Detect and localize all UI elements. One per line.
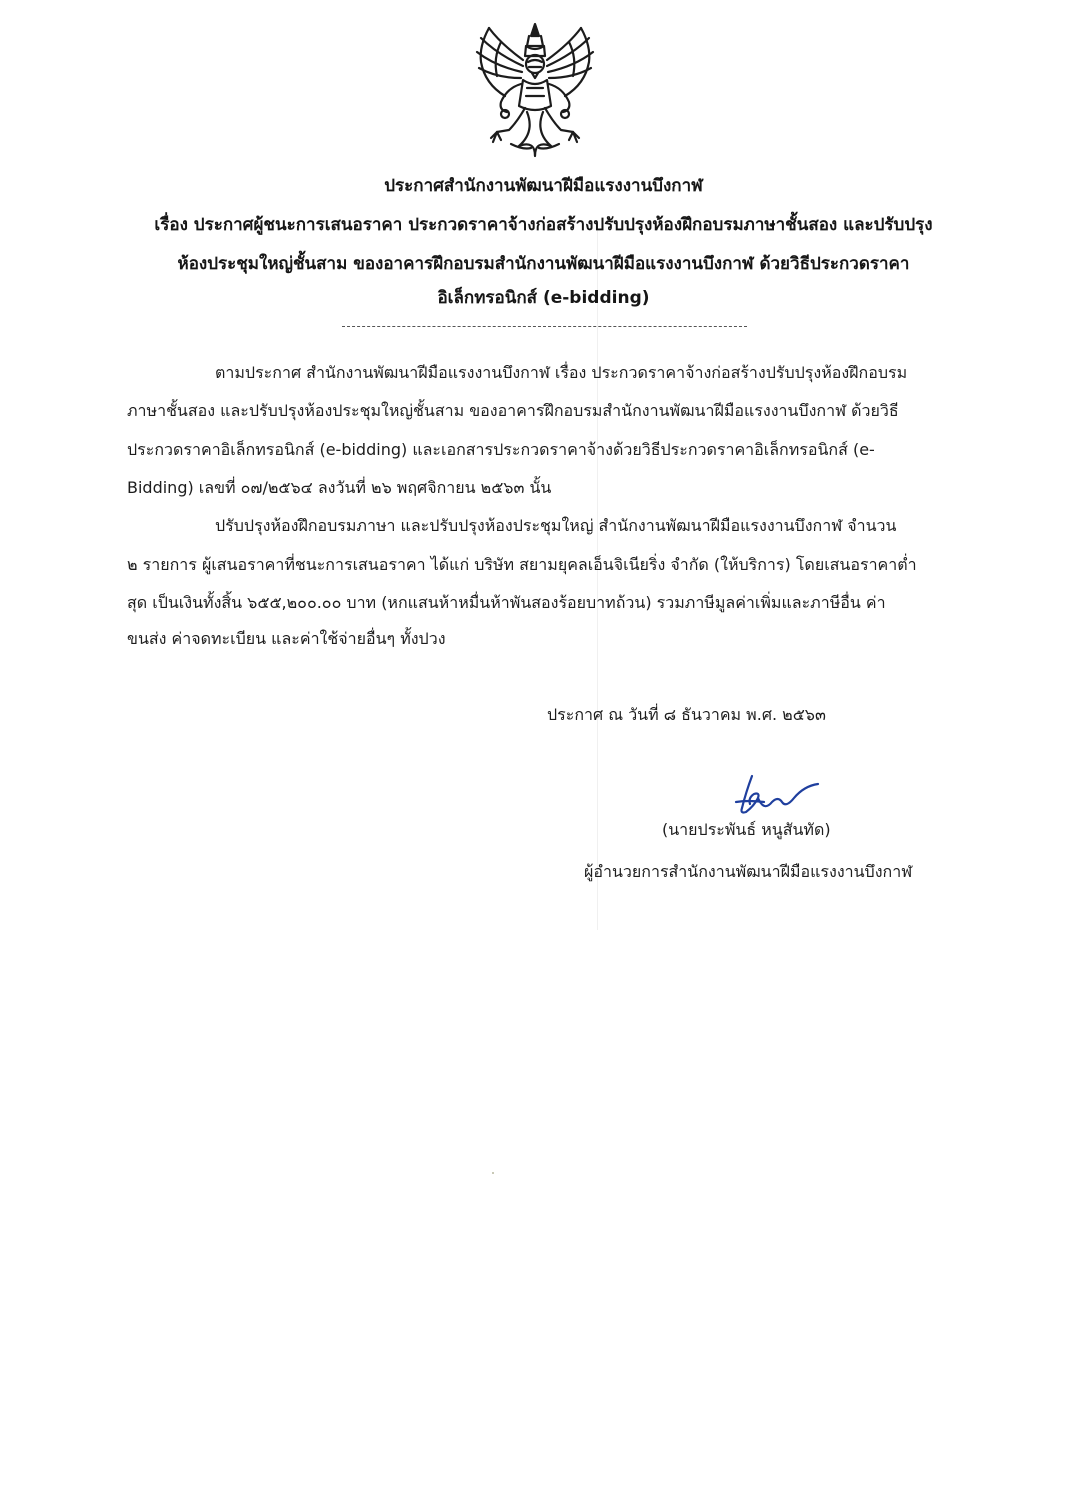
signer-name: (นายประพันธ์ หนูสันทัด) — [662, 820, 831, 839]
paragraph-2-line-1: ปรับปรุงห้องฝึกอบรมภาษา และปรับปรุงห้องประชุมใหญ่ สำนักงานพัฒนาฝีมือแรงงานบึงกาฬ จำนวน — [215, 516, 897, 535]
paragraph-1-line-4: Bidding) เลขที่ ๐๗/๒๕๖๔ ลงวันที่ ๒๖ พฤศจิกายน ๒๕๖๓ นั้น — [127, 478, 552, 497]
document-title: ประกาศสำนักงานพัฒนาฝีมือแรงงานบึงกาฬ — [384, 176, 703, 196]
subject-line-1: เรื่อง ประกาศผู้ชนะการเสนอราคา ประกวดราคาจ้างก่อสร้างปรับปรุงห้องฝึกอบรมภาษาชั้นสอง และปรับปรุง — [154, 215, 933, 235]
announcement-date: ประกาศ ณ วันที่ ๘ ธันวาคม พ.ศ. ๒๕๖๓ — [547, 705, 826, 724]
handwritten-signature — [728, 772, 820, 818]
subject-line-3: อิเล็กทรอนิกส์ (e-bidding) — [437, 288, 650, 308]
scan-speck — [492, 1172, 494, 1174]
paragraph-2-line-4: ขนส่ง ค่าจดทะเบียน และค่าใช้จ่ายอื่นๆ ทั้งปวง — [127, 629, 446, 648]
subject-line-2: ห้องประชุมใหญ่ชั้นสาม ของอาคารฝึกอบรมสำนักงานพัฒนาฝีมือแรงงานบึงกาฬ ด้วยวิธีประกวดราคา — [177, 254, 910, 274]
scan-fold-line — [597, 230, 598, 930]
garuda-emblem-icon — [471, 22, 599, 158]
paragraph-2-line-3: สุด เป็นเงินทั้งสิ้น ๖๕๕,๒๐๐.๐๐ บาท (หกแสนห้าหมื่นห้าพันสองร้อยบาทถ้วน) รวมภาษีมูลค่าเพิ่มและภาษีอื่น ค่า — [127, 593, 886, 612]
signer-title: ผู้อำนวยการสำนักงานพัฒนาฝีมือแรงงานบึงกาฬ — [584, 862, 913, 881]
section-divider — [342, 326, 747, 327]
paragraph-2-line-2: ๒ รายการ ผู้เสนอราคาที่ชนะการเสนอราคา ได้แก่ บริษัท สยามยุคลเอ็นจิเนียริ่ง จำกัด (ให้บริการ) โดยเสนอราคาต่ำ — [127, 555, 917, 574]
paragraph-1-line-2: ภาษาชั้นสอง และปรับปรุงห้องประชุมใหญ่ชั้นสาม ของอาคารฝึกอบรมสำนักงานพัฒนาฝีมือแรงงานบึงกาฬ ด้วยวิธี — [127, 401, 899, 420]
paragraph-1-line-1: ตามประกาศ สำนักงานพัฒนาฝีมือแรงงานบึงกาฬ เรื่อง ประกวดราคาจ้างก่อสร้างปรับปรุงห้องฝึกอบรม — [215, 363, 908, 382]
paragraph-1-line-3: ประกวดราคาอิเล็กทรอนิกส์ (e-bidding) และเอกสารประกวดราคาจ้างด้วยวิธีประกวดราคาอิเล็กทรอนิกส์ (e- — [127, 440, 875, 459]
